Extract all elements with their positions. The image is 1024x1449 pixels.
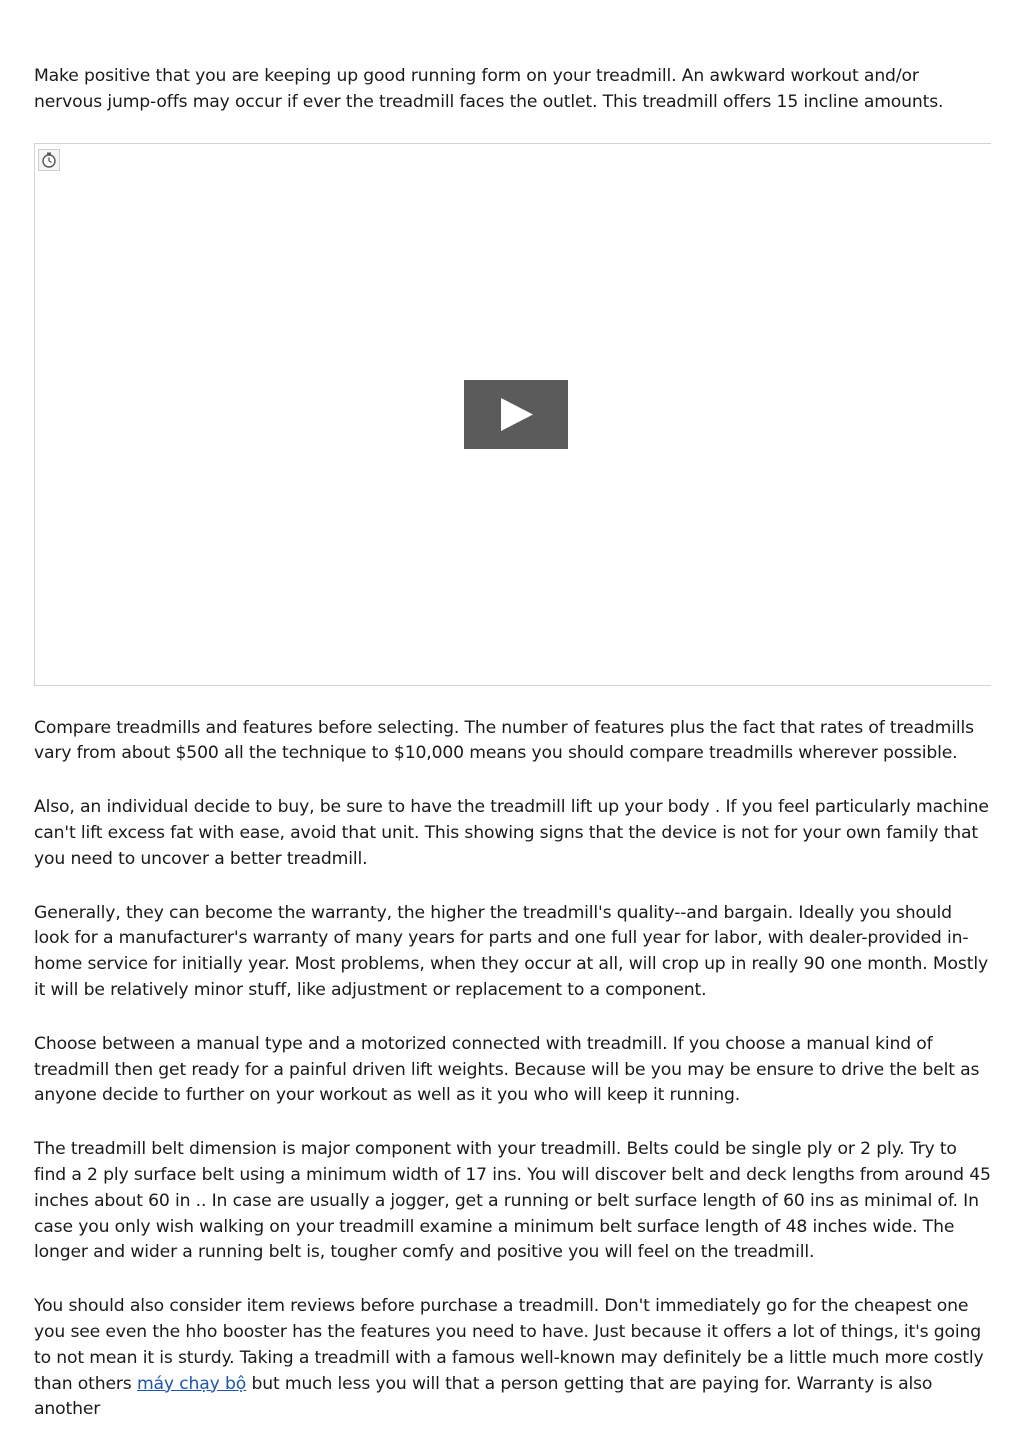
clock-icon	[38, 149, 60, 171]
paragraph-compare: Compare treadmills and features before selecting. The number of features plus the fact that rates of treadmills vary from about $500 all the technique to $10,000 means you should compare treadmills wherever possible.	[34, 717, 974, 764]
paragraph-lift: Also, an individual decide to buy, be sure to have the treadmill lift up your body . If you feel particularly machine can't lift excess fat with ease, avoid that unit. This showing signs that the device is not for your own family that you need to uncover a better treadmill.	[34, 797, 989, 869]
paragraph-warranty: Generally, they can become the warranty, the higher the treadmill's quality--and bargain. Ideally you should look for a manufacturer's warranty of many years for parts and one full year for labor, with dealer-provided in-home service for initially year. Most problems, when they occur at all, will crop up in really 90 one month. Mostly it will be relatively minor stuff, like adjustment or replacement to a component.	[34, 902, 988, 1000]
paragraph-reviews	[34, 1294, 992, 1423]
treadmill-link[interactable]: máy chạy bộ	[136, 1373, 247, 1394]
paragraph-manual-motorized: Choose between a manual type and a motorized connected with treadmill. If you choose a manual kind of treadmill then get ready for a painful driven lift weights. Because will be you may be ensure to drive the belt as anyone decide to further on your workout as well as it you who will keep it running.	[34, 1033, 980, 1106]
embedded-video[interactable]	[34, 143, 991, 686]
article-body	[34, 64, 992, 1423]
play-icon	[464, 380, 568, 449]
paragraph-reviews-text-end: but much less you will that a person getting that are paying for. Warranty is also another	[34, 1373, 933, 1420]
paragraph-belt: The treadmill belt dimension is major component with your treadmill. Belts could be single ply or 2 ply. Try to find a 2 ply surface belt using a minimum width of 17 ins. You will discover belt and deck lengths from around 45 inches about 60 in .. In case are usually a jogger, get a running or belt surface length of 60 ins as minimal of. In case you only wish walking on your treadmill examine a minimum belt surface length of 48 inches wide. The longer and wider a running belt is, tougher comfy and positive you will feel on the treadmill.	[34, 1139, 991, 1263]
paragraph-intro: Make positive that you are keeping up good running form on your treadmill. An awkward workout and/or nervous jump-offs may occur if ever the treadmill faces the outlet. This treadmill offers 15 incline amounts.	[34, 66, 944, 112]
paragraph-reviews-text-start: You should also consider item reviews before purchase a treadmill. Don't immediately go for the cheapest one you see even the hho booster has the features you need to have. Just because it offers a lot of things, it's going to not mean it is sturdy. Taking a treadmill with a famous well-known may definitely be a little much more costly than others	[34, 1296, 984, 1394]
play-button[interactable]	[464, 380, 568, 449]
